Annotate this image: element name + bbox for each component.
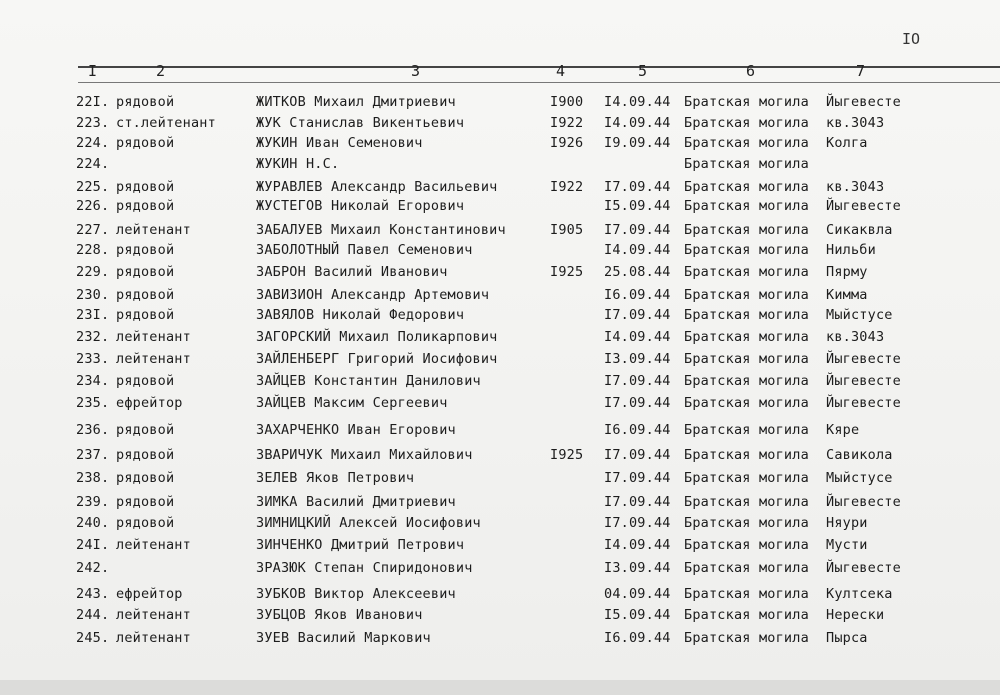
scan-bottom-edge	[0, 680, 1000, 695]
record-death-date: I3.09.44	[604, 560, 671, 576]
record-name: ЖУСТЕГОВ Николай Егорович	[256, 198, 465, 214]
record-rank: рядовой	[116, 94, 175, 110]
record-burial-place: кв.3043	[826, 329, 885, 345]
record-burial-place: Кяре	[826, 422, 860, 438]
record-name: ЗИНЧЕНКО Дмитрий Петрович	[256, 537, 465, 553]
record-death-date: I7.09.44	[604, 494, 671, 510]
record-rank: лейтенант	[116, 329, 191, 345]
record-burial-type: Братская могила	[684, 287, 809, 303]
record-number: 23I.	[76, 307, 110, 323]
record-birth-year: I925	[550, 447, 584, 463]
record-burial-place: Йыгевесте	[826, 94, 901, 110]
record-number: 22I.	[76, 94, 110, 110]
record-burial-type: Братская могила	[684, 447, 809, 463]
column-header-1: I	[88, 62, 98, 80]
record-burial-type: Братская могила	[684, 135, 809, 151]
record-burial-place: Йыгевесте	[826, 395, 901, 411]
record-name: ЗАХАРЧЕНКО Иван Егорович	[256, 422, 456, 438]
record-burial-place: Йыгевесте	[826, 373, 901, 389]
record-number: 224.	[76, 156, 110, 172]
record-burial-place: Култсека	[826, 586, 893, 602]
record-burial-place: Мыйстусе	[826, 307, 893, 323]
record-death-date: I7.09.44	[604, 307, 671, 323]
record-number: 229.	[76, 264, 110, 280]
record-rank: лейтенант	[116, 222, 191, 238]
record-death-date: I3.09.44	[604, 351, 671, 367]
record-burial-place: Йыгевесте	[826, 560, 901, 576]
record-rank: лейтенант	[116, 537, 191, 553]
record-number: 244.	[76, 607, 110, 623]
record-name: ЗУБЦОВ Яков Иванович	[256, 607, 423, 623]
table-row	[0, 179, 1000, 199]
record-rank: ст.лейтенант	[116, 115, 216, 131]
table-row	[0, 586, 1000, 606]
record-rank: рядовой	[116, 422, 175, 438]
record-name: ЗУЕВ Василий Маркович	[256, 630, 431, 646]
table-row	[0, 607, 1000, 627]
record-number: 235.	[76, 395, 110, 411]
record-rank: рядовой	[116, 373, 175, 389]
record-rank: лейтенант	[116, 607, 191, 623]
table-row	[0, 307, 1000, 327]
record-burial-place: Мусти	[826, 537, 868, 553]
record-burial-type: Братская могила	[684, 422, 809, 438]
record-death-date: I4.09.44	[604, 329, 671, 345]
record-number: 236.	[76, 422, 110, 438]
record-name: ЖУК Станислав Викентьевич	[256, 115, 465, 131]
table-row	[0, 222, 1000, 242]
record-name: ЗАЙЛЕНБЕРГ Григорий Иосифович	[256, 351, 498, 367]
record-number: 227.	[76, 222, 110, 238]
record-burial-type: Братская могила	[684, 586, 809, 602]
record-birth-year: I922	[550, 115, 584, 131]
record-rank: рядовой	[116, 287, 175, 303]
header-bottom-rule	[78, 82, 1000, 83]
column-header-4: 4	[556, 62, 566, 80]
record-burial-type: Братская могила	[684, 156, 809, 172]
record-number: 243.	[76, 586, 110, 602]
record-rank: рядовой	[116, 135, 175, 151]
record-rank: рядовой	[116, 179, 175, 195]
table-row	[0, 422, 1000, 442]
record-death-date: 04.09.44	[604, 586, 671, 602]
record-death-date: I5.09.44	[604, 198, 671, 214]
table-row	[0, 630, 1000, 650]
record-death-date: I4.09.44	[604, 537, 671, 553]
record-death-date: I6.09.44	[604, 422, 671, 438]
record-burial-place: Пярму	[826, 264, 868, 280]
record-burial-type: Братская могила	[684, 470, 809, 486]
record-death-date: I5.09.44	[604, 607, 671, 623]
record-rank: рядовой	[116, 447, 175, 463]
record-burial-type: Братская могила	[684, 329, 809, 345]
record-birth-year: I922	[550, 179, 584, 195]
record-rank: ефрейтор	[116, 395, 183, 411]
record-rank: рядовой	[116, 198, 175, 214]
record-number: 230.	[76, 287, 110, 303]
record-burial-place: Йыгевесте	[826, 351, 901, 367]
record-number: 233.	[76, 351, 110, 367]
record-burial-type: Братская могила	[684, 351, 809, 367]
table-row	[0, 373, 1000, 393]
record-burial-place: Сикаквла	[826, 222, 893, 238]
record-name: ЗАЙЦЕВ Константин Данилович	[256, 373, 481, 389]
table-row	[0, 351, 1000, 371]
table-row	[0, 94, 1000, 114]
record-name: ЗРАЗЮК Степан Спиридонович	[256, 560, 473, 576]
record-name: ЗАБАЛУЕВ Михаил Константинович	[256, 222, 506, 238]
record-death-date: I7.09.44	[604, 222, 671, 238]
table-row	[0, 242, 1000, 262]
record-number: 225.	[76, 179, 110, 195]
record-name: ЗИМНИЦКИЙ Алексей Иосифович	[256, 515, 481, 531]
record-number: 242.	[76, 560, 110, 576]
record-burial-type: Братская могила	[684, 198, 809, 214]
record-burial-place: Кимма	[826, 287, 868, 303]
record-number: 223.	[76, 115, 110, 131]
record-death-date: I7.09.44	[604, 470, 671, 486]
record-burial-place: Мыйстусе	[826, 470, 893, 486]
record-birth-year: I926	[550, 135, 584, 151]
record-name: ЗЕЛЕВ Яков Петрович	[256, 470, 415, 486]
record-burial-type: Братская могила	[684, 515, 809, 531]
column-header-5: 5	[638, 62, 648, 80]
record-name: ЗАВИЗИОН Александр Артемович	[256, 287, 490, 303]
record-burial-type: Братская могила	[684, 222, 809, 238]
table-row	[0, 329, 1000, 349]
record-number: 245.	[76, 630, 110, 646]
record-name: ЗАЙЦЕВ Максим Сергеевич	[256, 395, 448, 411]
record-number: 232.	[76, 329, 110, 345]
record-burial-place: Йыгевесте	[826, 198, 901, 214]
record-burial-type: Братская могила	[684, 560, 809, 576]
record-name: ЖУКИН Иван Семенович	[256, 135, 423, 151]
record-number: 224.	[76, 135, 110, 151]
record-burial-place: кв.3043	[826, 115, 885, 131]
record-burial-place: Нерески	[826, 607, 885, 623]
record-burial-place: Савикола	[826, 447, 893, 463]
record-rank: рядовой	[116, 264, 175, 280]
table-row	[0, 264, 1000, 284]
record-death-date: I9.09.44	[604, 135, 671, 151]
record-rank: рядовой	[116, 515, 175, 531]
record-name: ЗАГОРСКИЙ Михаил Поликарпович	[256, 329, 498, 345]
table-row	[0, 287, 1000, 307]
record-death-date: I7.09.44	[604, 447, 671, 463]
column-header-3: 3	[411, 62, 421, 80]
record-burial-place: Колга	[826, 135, 868, 151]
table-row	[0, 537, 1000, 557]
column-header-6: 6	[746, 62, 756, 80]
table-row	[0, 515, 1000, 535]
record-rank: рядовой	[116, 242, 175, 258]
record-burial-type: Братская могила	[684, 373, 809, 389]
record-name: ЗАБРОН Василий Иванович	[256, 264, 448, 280]
record-burial-type: Братская могила	[684, 537, 809, 553]
record-death-date: I6.09.44	[604, 630, 671, 646]
record-burial-type: Братская могила	[684, 115, 809, 131]
record-number: 234.	[76, 373, 110, 389]
record-rank: ефрейтор	[116, 586, 183, 602]
table-row	[0, 494, 1000, 514]
record-name: ЗУБКОВ Виктор Алексеевич	[256, 586, 456, 602]
column-header-2: 2	[156, 62, 166, 80]
record-burial-place: Нильби	[826, 242, 876, 258]
record-burial-type: Братская могила	[684, 630, 809, 646]
record-birth-year: I900	[550, 94, 584, 110]
table-row	[0, 560, 1000, 580]
record-name: ЗАБОЛОТНЫЙ Павел Семенович	[256, 242, 473, 258]
record-name: ЗВАРИЧУК Михаил Михайлович	[256, 447, 473, 463]
table-row	[0, 447, 1000, 467]
record-name: ЗАВЯЛОВ Николай Федорович	[256, 307, 465, 323]
record-burial-type: Братская могила	[684, 179, 809, 195]
table-row	[0, 198, 1000, 218]
record-death-date: I4.09.44	[604, 94, 671, 110]
record-number: 238.	[76, 470, 110, 486]
record-name: ЖУКИН Н.С.	[256, 156, 340, 172]
record-death-date: I6.09.44	[604, 287, 671, 303]
record-birth-year: I905	[550, 222, 584, 238]
column-header-row	[0, 62, 1000, 82]
record-death-date: I7.09.44	[604, 373, 671, 389]
record-burial-type: Братская могила	[684, 264, 809, 280]
record-rank: рядовой	[116, 494, 175, 510]
record-death-date: 25.08.44	[604, 264, 671, 280]
record-rank: рядовой	[116, 470, 175, 486]
record-name: ЖУРАВЛЕВ Александр Васильевич	[256, 179, 498, 195]
record-death-date: I4.09.44	[604, 242, 671, 258]
record-burial-place: Пырса	[826, 630, 868, 646]
record-burial-type: Братская могила	[684, 307, 809, 323]
table-row	[0, 470, 1000, 490]
column-header-7: 7	[856, 62, 866, 80]
record-number: 24I.	[76, 537, 110, 553]
record-burial-type: Братская могила	[684, 494, 809, 510]
record-name: ЗИМКА Василий Дмитриевич	[256, 494, 456, 510]
record-number: 237.	[76, 447, 110, 463]
record-rank: рядовой	[116, 307, 175, 323]
table-row	[0, 115, 1000, 135]
record-burial-place: Йыгевесте	[826, 494, 901, 510]
table-row	[0, 135, 1000, 155]
record-number: 240.	[76, 515, 110, 531]
table-row	[0, 156, 1000, 176]
record-death-date: I4.09.44	[604, 115, 671, 131]
record-number: 239.	[76, 494, 110, 510]
table-row	[0, 395, 1000, 415]
record-burial-place: Няури	[826, 515, 868, 531]
record-death-date: I7.09.44	[604, 515, 671, 531]
record-rank: лейтенант	[116, 630, 191, 646]
record-burial-type: Братская могила	[684, 242, 809, 258]
record-birth-year: I925	[550, 264, 584, 280]
record-number: 226.	[76, 198, 110, 214]
record-name: ЖИТКОВ Михаил Дмитриевич	[256, 94, 456, 110]
page-number: IO	[902, 30, 921, 48]
record-number: 228.	[76, 242, 110, 258]
record-rank: лейтенант	[116, 351, 191, 367]
record-death-date: I7.09.44	[604, 395, 671, 411]
record-burial-place: кв.3043	[826, 179, 885, 195]
record-burial-type: Братская могила	[684, 395, 809, 411]
record-burial-type: Братская могила	[684, 607, 809, 623]
record-death-date: I7.09.44	[604, 179, 671, 195]
record-burial-type: Братская могила	[684, 94, 809, 110]
